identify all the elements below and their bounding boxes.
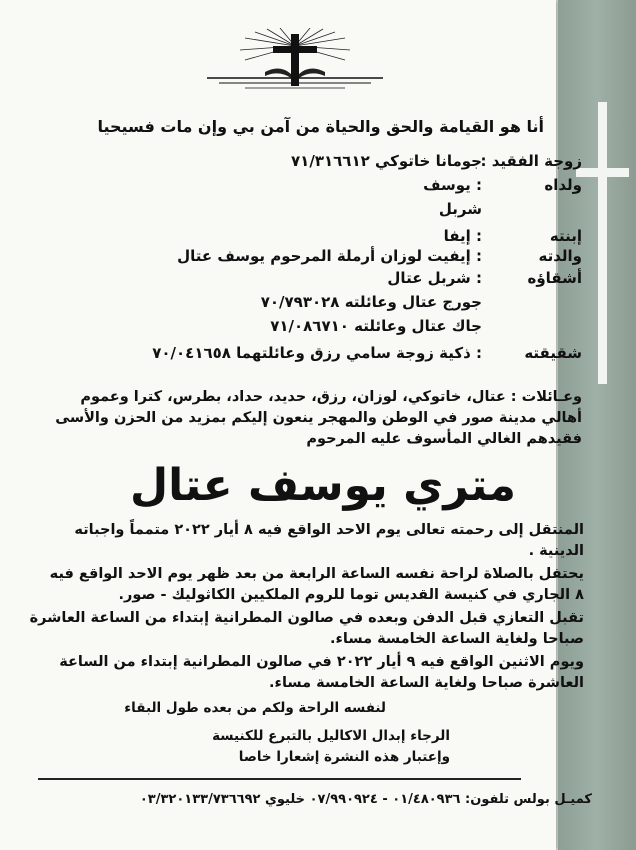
deceased-name: متري يوسف عتال (129, 460, 516, 511)
details-line-7: ويوم الاثنين الواقع فيه ٩ أيار ٢٠٢٢ في صالون المطرانية إبتداء من الساعة (59, 654, 584, 670)
details-line-1: المنتقل إلى رحمته تعالى يوم الاحد الواقع فيه ٨ أيار ٢٠٢٢ متمماً واجباته (74, 522, 584, 538)
mother-label: والدته (538, 247, 582, 265)
closing-line: لنفسه الراحة ولكم من بعده طول البقاء (124, 700, 386, 716)
cross-emblem-icon (205, 28, 385, 103)
sister-label: شقيقته (524, 344, 582, 362)
cross-vertical-bar (598, 102, 607, 384)
details-line-8: العاشرة صباحا ولغاية الساعة الخامسة مساء. (269, 675, 584, 691)
families-line-2: أهالي مدينة صور في الوطن والمهجر ينعون إليكم بمزيد من الحزن والأسى (55, 410, 582, 426)
details-line-5: تقبل التعازي قبل الدفن وبعده في صالون المطرانية إبتداء من الساعة العاشرة (29, 610, 584, 626)
families-line-3: فقيدهم الغالي المأسوف عليه المرحوم (306, 431, 582, 447)
sons-value-2: شربل (438, 200, 482, 218)
wife-label: زوجة الفقيد : (480, 152, 582, 170)
request-line-2: وإعتبار هذه النشرة إشعارا خاصا (238, 749, 450, 765)
contact-line: كميـل بولس تلفون: ٠١/٤٨٠٩٣٦ - ٠٧/٩٩٠٩٢٤ خليوي ٠٣/٣٢٠١٣٣/٧٣٦٦٩٢ (139, 792, 592, 807)
families-line-1: وعـائلات : عتال، خاتوكي، لوزان، رزق، حديد، حداد، بطرس، كترا وعموم (80, 389, 582, 405)
sons-label: ولداه (544, 176, 582, 194)
verse-line: أنا هو القيامة والحق والحياة من آمن بي وإن مات فسيحيا (97, 117, 544, 136)
details-line-3: يحتفل بالصلاة لراحة نفسه الساعة الرابعة من بعد ظهر يوم الاحد الواقع فيه (49, 566, 584, 582)
cross-horizontal-bar (576, 168, 629, 177)
details-line-2: الدينية . (528, 543, 584, 559)
daughter-label: إبنته (549, 227, 582, 245)
brothers-value-1: : شربل عتال (387, 269, 482, 287)
request-line-1: الرجاء إبدال الاكاليل بالتبرع للكنيسة (212, 728, 450, 744)
details-line-6: صباحا ولغاية الساعة الخامسة مساء. (329, 631, 584, 647)
divider-line (38, 778, 521, 780)
brothers-value-3: جاك عتال وعائلته ٧١/٠٨٦٧١٠ (270, 317, 482, 335)
sons-value-1: : يوسف (423, 176, 482, 194)
brothers-value-2: جورج عتال وعائلته ٧٠/٧٩٣٠٢٨ (260, 293, 482, 311)
brothers-label: أشقاؤه (527, 269, 582, 287)
mother-value: : إيفيت لوزان أرملة المرحوم يوسف عتال (177, 247, 482, 265)
sister-value: : ذكية زوجة سامي رزق وعائلتهما ٧٠/٠٤١٦٥٨ (152, 344, 482, 362)
details-line-4: ٨ الجاري في كنيسة القديس توما للروم الملكيين الكاثوليك - صور. (118, 587, 584, 603)
wife-value: جومانا خاتوكي ٧١/٣١٦٦١٢ (291, 152, 482, 170)
daughter-value: : إيفا (443, 227, 482, 245)
